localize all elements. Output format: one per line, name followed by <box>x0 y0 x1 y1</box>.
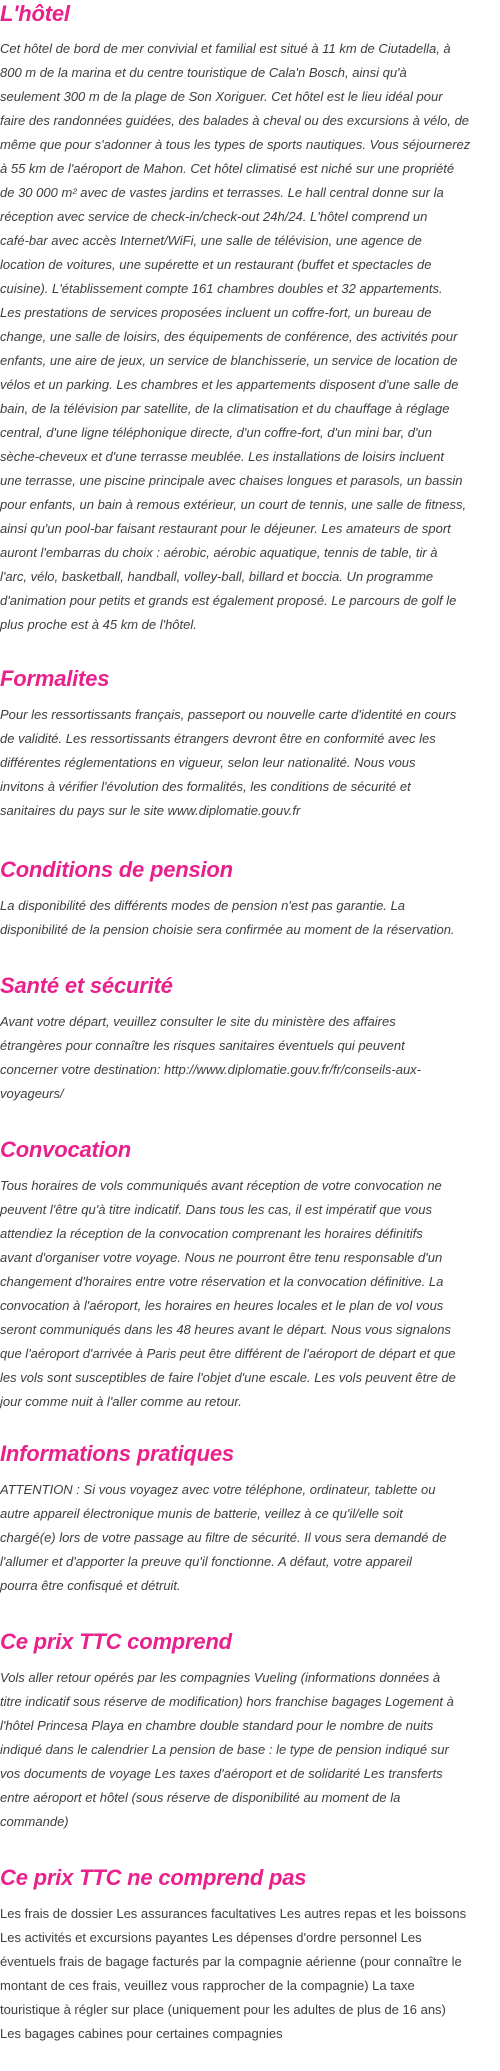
section-formalites <box>0 665 500 823</box>
section-text-prix-comprend: Vols aller retour opérés par les compagnies Vueling (informations données à titre indicatif sous réserve de modification) hors franchise bagages Logement à l'hôtel Princesa Playa en chambre double standard pour le nombre de nuits indiqué dans le calendrier La pension de base : le type de pension indiqué sur vos documents de voyage Les taxes d'aéroport et de solidarité Les transferts entre aéroport et hôtel (sous réserve de disponibilité au moment de la commande) <box>0 1670 454 1829</box>
section-title-hotel: L'hôtel <box>0 1 70 26</box>
section-title-prix-ne-comprend-pas: Ce prix TTC ne comprend pas <box>0 1865 307 1890</box>
section-hotel <box>0 0 500 637</box>
section-text-convocation: Tous horaires de vols communiqués avant réception de votre convocation ne peuvent l'être qu'à titre indicatif. Dans tous les cas, il est impératif que vous attendiez la réception de la convocation comprenant les horaires définitifs avant d'organiser votre voyage. Nous ne pourront être tenu responsable d'un changement d'horaires entre votre réservation et la convocation définitive. La convocation à l'aéroport, les horaires en heures locales et le plan de vol vous seront communiqués dans les 48 heures avant le départ. Nous vous signalons que l'aéroport d'arrivée à Paris peut être différent de l'aéroport de départ et que les vols sont susceptibles de faire l'objet d'une escale. Les vols peuvent être de jour comme nuit à l'aller comme au retour. <box>0 1178 456 1409</box>
section-informations-pratiques <box>0 1440 500 1598</box>
section-text-prix-ne-comprend-pas: Les frais de dossier Les assurances facultatives Les autres repas et les boissons Les activités et excursions payantes Les dépenses d'ordre personnel Les éventuels frais de bagage facturés par la compagnie aérienne (pour connaître le montant de ces frais, veuillez vous rapprocher de la compagnie) La taxe touristique à régler sur place (uniquement pour les adultes de plus de 16 ans) Les bagages cabines pour certaines compagnies <box>0 1906 467 2041</box>
section-text-conditions-pension: La disponibilité des différents modes de pension n'est pas garantie. La disponibilité de la pension choisie sera confirmée au moment de la réservation. <box>0 898 455 937</box>
section-text-formalites: Pour les ressortissants français, passeport ou nouvelle carte d'identité en cours de validité. Les ressortissants étrangers devront être en conformité avec les différentes réglementations en vigueur, selon leur nationalité. Nous vous invitons à vérifier l'évolution des formalités, les conditions de sécurité et sanitaires du pays sur le site www.diplomatie.gouv.fr <box>0 707 457 818</box>
section-prix-comprend <box>0 1628 500 1834</box>
section-text-informations-pratiques: ATTENTION : Si vous voyagez avec votre téléphone, ordinateur, tablette ou autre appareil électronique munis de batterie, veillez à ce qu'il/elle soit chargé(e) lors de votre passage au filtre de sécurité. Il vous sera demandé de l'allumer et d'apporter la preuve qu'il fonctionne. A défaut, votre appareil pourra être confisqué et détruit. <box>0 1482 447 1593</box>
section-title-formalites: Formalites <box>0 666 110 691</box>
section-title-informations-pratiques: Informations pratiques <box>0 1441 234 1466</box>
section-title-conditions-pension: Conditions de pension <box>0 857 233 882</box>
section-text-sante-securite: Avant votre départ, veuillez consulter le site du ministère des affaires étrangères pour connaître les risques sanitaires éventuels qui peuvent concerner votre destination: http://www.diplomatie.gouv.fr/fr/conseils-aux- voyageurs/ <box>0 1014 422 1101</box>
section-title-prix-comprend: Ce prix TTC comprend <box>0 1629 232 1654</box>
section-prix-ne-comprend-pas <box>0 1864 500 2046</box>
section-title-convocation: Convocation <box>0 1137 132 1162</box>
section-convocation <box>0 1136 500 1414</box>
section-conditions-pension <box>0 856 500 942</box>
section-sante-securite <box>0 972 500 1106</box>
section-text-hotel: Cet hôtel de bord de mer convivial et familial est situé à 11 km de Ciutadella, à 800 m de la marina et du centre touristique de Cala'n Bosch, ainsi qu'à seulement 300 m de la plage de Son Xoriguer. Cet hôtel est le lieu idéal pour faire des randonnées guidées, des balades à cheval ou des excursions à vélo, de même que pour s'adonner à tous les types de sports nautiques. Vous séjournerez à 55 km de l'aéroport de Mahon. Cet hôtel climatisé est niché sur une propriété de 30 000 m² avec de vastes jardins et terrasses. Le hall central donne sur la réception avec service de check-in/check-out 24h/24. L'hôtel comprend un café-bar avec accès Internet/WiFi, une salle de télévision, une agence de location de voitures, une supérette et un restaurant (buffet et spectacles de cuisine). L'établissement compte 161 chambres doubles et 32 appartements. Les prestations de services proposées incluent un coffre-fort, un bureau de change, une salle de loisirs, des équipements de conférence, des activités pour enfants, une aire de jeux, un service de blanchisserie, un service de location de vélos et un parking. Les chambres et les appartements disposent d'une salle de bain, de la télévision par satellite, de la climatisation et du chauffage à réglage central, d'une ligne téléphonique directe, d'un coffre-fort, d'un mini bar, d'un sèche-cheveux et d'une terrasse meublée. Les installations de loisirs incluent une terrasse, une piscine principale avec chaises longues et parasols, un bassin pour enfants, un bain à remous extérieur, un court de tennis, une salle de fitness, ainsi qu'un pool-bar faisant restaurant pour le déjeuner. Les amateurs de sport auront l'embarras du choix : aérobic, aérobic aquatique, tennis de table, tir à l'arc, vélo, basketball, handball, volley-ball, billard et boccia. Un programme d'animation pour petits et grands est également proposé. Le parcours de golf le plus proche est à 45 km de l'hôtel. <box>0 41 471 632</box>
section-title-sante-securite: Santé et sécurité <box>0 973 173 998</box>
